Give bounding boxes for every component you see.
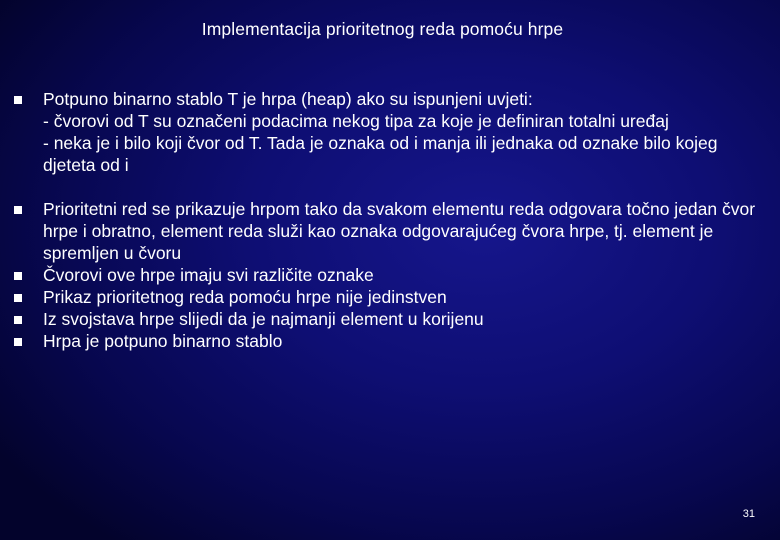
page-number: 31 [742,508,755,520]
bullet-text: Iz svojstava hrpe slijedi da je najmanji element u korijenu [43,309,484,329]
square-bullet-icon [14,316,22,324]
bullet-list [14,88,769,352]
square-bullet-icon [14,272,22,280]
bullet-item-heap-definition [14,88,769,176]
square-bullet-icon [14,294,22,302]
bullet-item-min-at-root [14,308,769,330]
bullet-item-distinct-labels [14,264,769,286]
square-bullet-icon [14,338,22,346]
bullet-text: Hrpa je potpuno binarno stablo [43,331,283,351]
bullet-text: Prikaz prioritetnog reda pomoću hrpe nije jedinstven [43,287,447,307]
sub-item-node-labels: - čvorovi od T su označeni podacima nekog tipa za koje je definiran totalni uređaj [43,111,669,131]
bullet-text: Prioritetni red se prikazuje hrpom tako da svakom elementu reda odgovara točno jedan čvor hrpe i obratno, element reda služi kao oznaka odgovarajućeg čvora hrpe, tj. element je spremljen u čvoru [43,199,756,263]
slide-title: Implementacija prioritetnog reda pomoću hrpe [201,19,564,39]
bullet-item-not-unique [14,286,769,308]
bullet-item-priority-queue-representation [14,198,769,264]
bullet-text: Čvorovi ove hrpe imaju svi različite oznake [43,265,374,285]
square-bullet-icon [14,96,22,104]
square-bullet-icon [14,206,22,214]
sub-item-label-ordering: - neka je i bilo koji čvor od T. Tada je oznaka od i manja ili jednaka od oznake bilo kojeg djeteta od i [43,133,718,175]
bullet-item-complete-binary-tree [14,330,769,352]
bullet-text: Potpuno binarno stablo T je hrpa (heap) ako su ispunjeni uvjeti: [43,89,533,109]
